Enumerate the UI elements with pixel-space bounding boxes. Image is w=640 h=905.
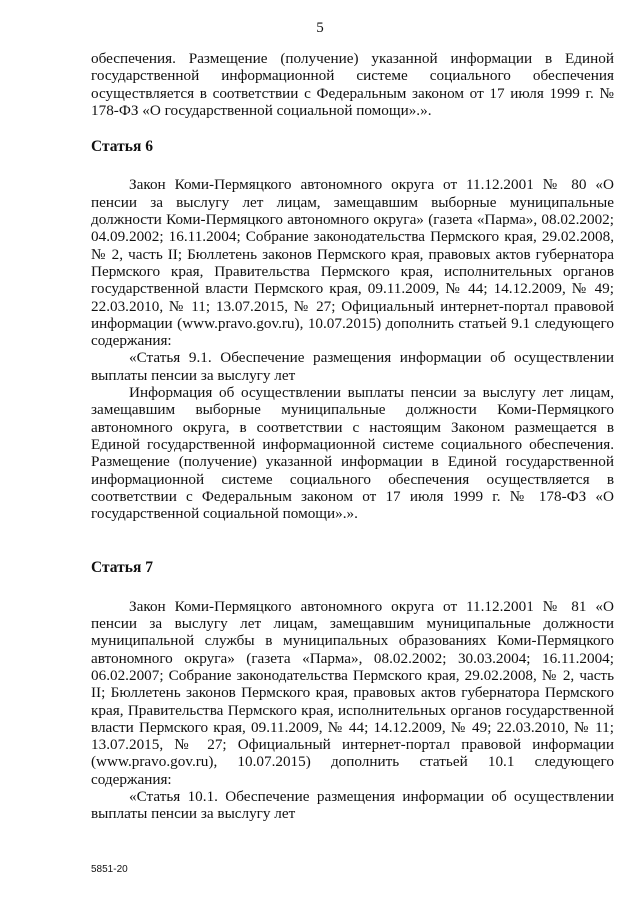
document-body [91, 50, 614, 823]
paragraph-article-10-1-title: «Статья 10.1. Обеспечение размещения информации об осуществлении выплаты пенсии за выслугу лет [91, 787, 614, 823]
paragraph-continuation: обеспечения. Размещение (получение) указанной информации в Единой государственной информационной системе социального обеспечения осуществляется в соответствии с Федеральным законом от 17 июля 1999 г. № 178-ФЗ «О государственной социальной помощи».». [91, 50, 614, 119]
paragraph-article-7-intro: Закон Коми-Пермяцкого автономного округа от 11.12.2001 № 81 «О пенсии за выслугу лет лицам, замещавшим муниципальные должности муниципальной службы в муниципальных образованиях Коми-Пермяцкого автономного округа» (газета «Парма», 08.02.2002; 30.03.2004; 16.11.2004; 06.02.2007; Собрание законодательства Пермского края, 29.02.2008, № 2, часть II; Бюллетень законов Пермского края, правовых актов губернатора Пермского края, Правительства Пермского края, исполнительных органов государственной власти Пермского края, 09.11.2009, № 44; 14.12.2009, № 49; 22.03.2010, № 11; 13.07.2015, № 27; Официальный интернет-портал правовой информации (www.pravo.gov.ru), 10.07.2015) дополнить статьей 10.1 следующего содержания: [91, 597, 614, 788]
page-number: 5 [316, 20, 324, 36]
paragraph-article-6-intro: Закон Коми-Пермяцкого автономного округа от 11.12.2001 № 80 «О пенсии за выслугу лет лицам, замещавшим выборные муниципальные должности Коми-Пермяцкого автономного округа» (газета «Парма», 08.02.2002; 04.09.2002; 16.11.2004; Собрание законодательства Пермского края, 29.02.2008, № 2, часть II; Бюллетень законов Пермского края, правовых актов губернатора Пермского края, Правительства Пермского края, исполнительных органов государственной власти Пермского края, 09.11.2009, № 44; 14.12.2009, № 49; 22.03.2010, № 11; 13.07.2015, № 27; Официальный интернет-портал правовой информации (www.pravo.gov.ru), 10.07.2015) дополнить статьей 9.1 следующего содержания: [91, 176, 614, 350]
heading-article-6: Статья 6 [91, 138, 153, 156]
heading-article-7: Статья 7 [91, 559, 153, 577]
paragraph-article-9-1-title: «Статья 9.1. Обеспечение размещения информации об осуществлении выплаты пенсии за выслугу лет [91, 349, 614, 384]
footer-document-code: 5851-20 [91, 864, 128, 875]
paragraph-article-9-1-body: Информация об осуществлении выплаты пенсии за выслугу лет лицам, замещавшим выборные муниципальные должности Коми-Пермяцкого автономного округа, в соответствии с настоящим Законом размещается в Единой государственной информационной системе социального обеспечения. Размещение (получение) указанной информации в Единой государственной информационной системе социального обеспечения осуществляется в соответствии с Федеральным законом от 17 июля 1999 г. № 178-ФЗ «О государственной социальной помощи».». [91, 384, 614, 523]
